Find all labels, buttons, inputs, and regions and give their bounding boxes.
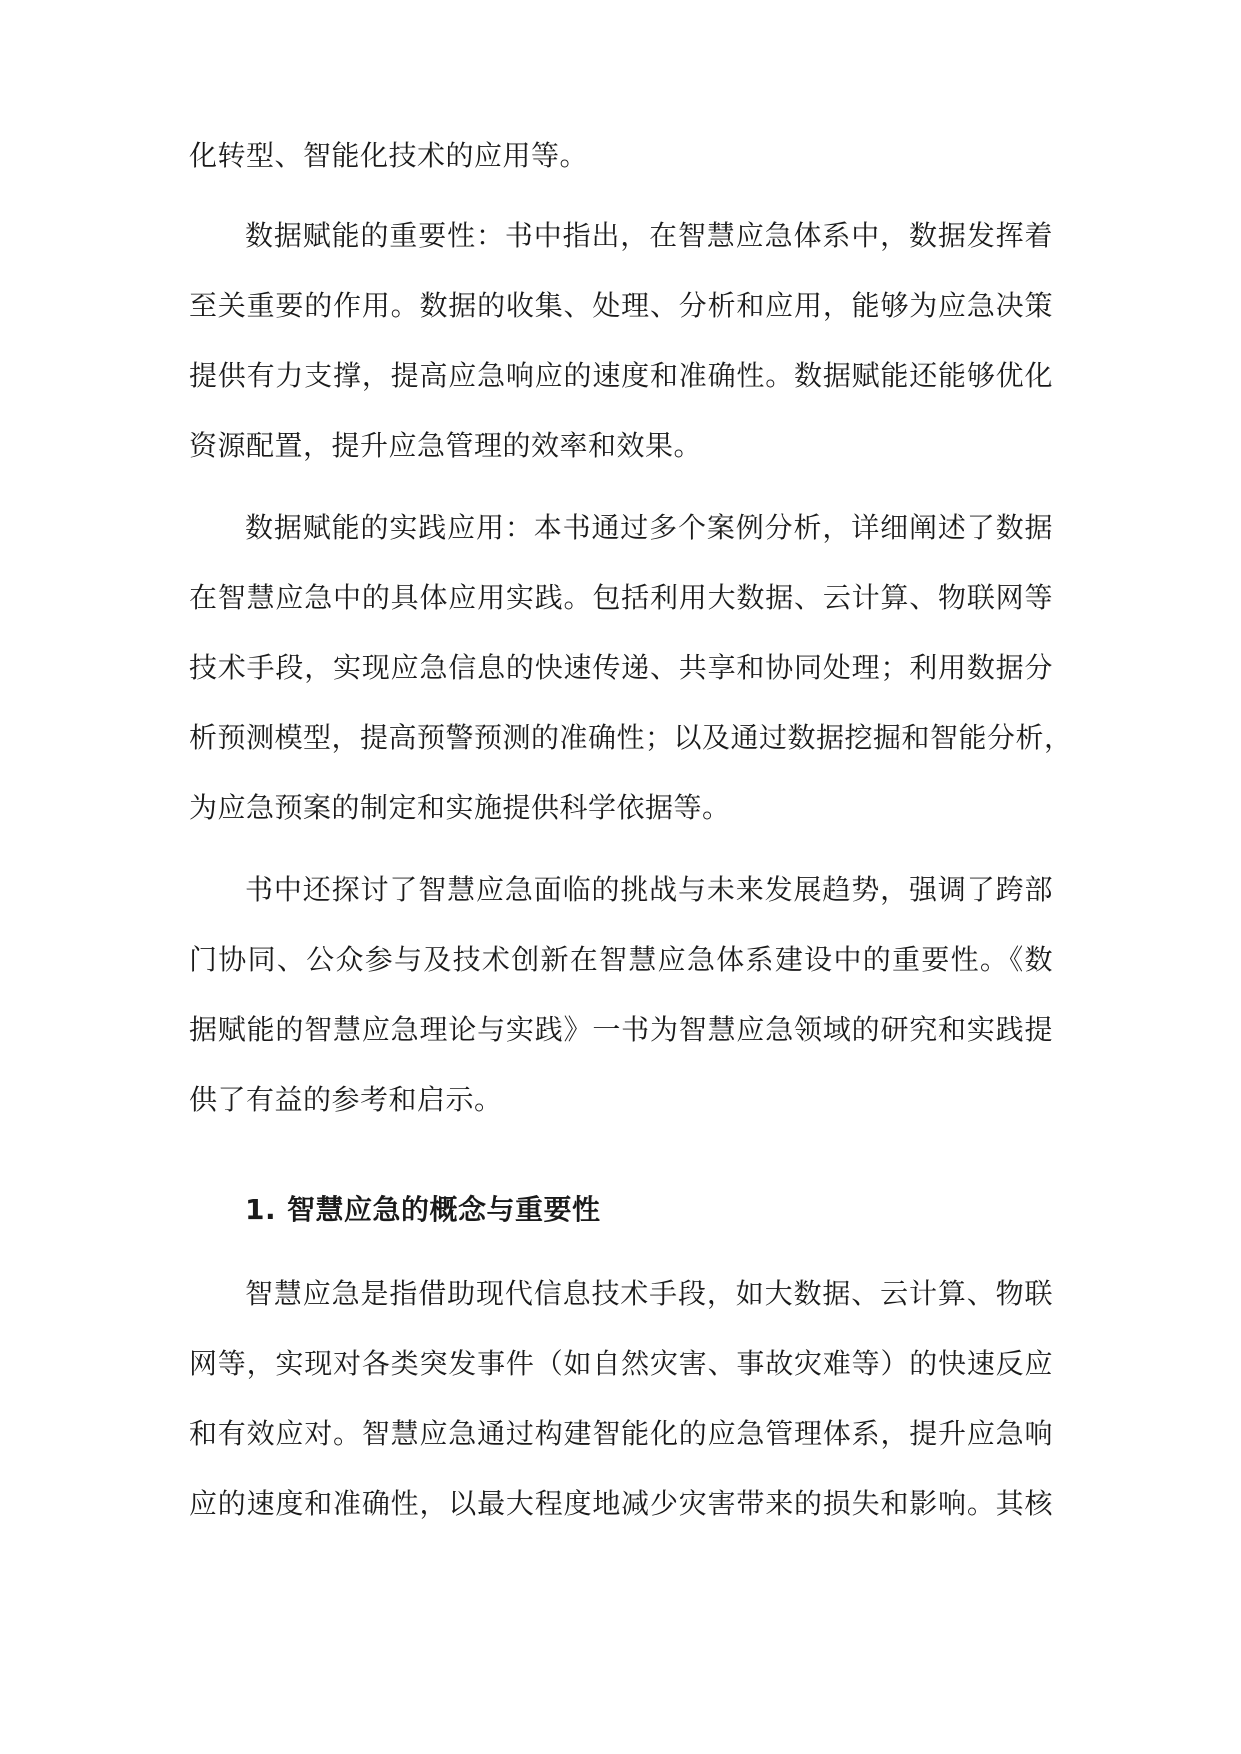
paragraph-data-importance-line: 至关重要的作用。数据的收集、处理、分析和应用，能够为应急决策 bbox=[189, 289, 1053, 322]
section-heading-number: 1. bbox=[245, 1193, 277, 1226]
paragraph-data-practice-line: 数据赋能的实践应用：本书通过多个案例分析，详细阐述了数据 bbox=[245, 511, 1053, 544]
section-heading-text: 智慧应急的概念与重要性 bbox=[287, 1193, 601, 1226]
paragraph-challenges-line: 据赋能的智慧应急理论与实践》一书为智慧应急领域的研究和实践提 bbox=[189, 1013, 1053, 1046]
section-heading bbox=[245, 1190, 601, 1230]
paragraph-data-practice-line: 为应急预案的制定和实施提供科学依据等。 bbox=[189, 791, 731, 824]
paragraph-challenges-line: 书中还探讨了智慧应急面临的挑战与未来发展趋势，强调了跨部 bbox=[245, 873, 1053, 906]
paragraph-concept-line: 网等，实现对各类突发事件（如自然灾害、事故灾难等）的快速反应 bbox=[189, 1347, 1053, 1380]
paragraph-data-practice-line: 技术手段，实现应急信息的快速传递、共享和协同处理；利用数据分 bbox=[189, 651, 1053, 684]
paragraph-continuation-line: 化转型、智能化技术的应用等。 bbox=[189, 139, 589, 172]
paragraph-concept-line: 智慧应急是指借助现代信息技术手段，如大数据、云计算、物联 bbox=[245, 1277, 1053, 1310]
paragraph-challenges-line: 门协同、公众参与及技术创新在智慧应急体系建设中的重要性。《数 bbox=[189, 943, 1053, 976]
paragraph-concept-line: 和有效应对。智慧应急通过构建智能化的应急管理体系，提升应急响 bbox=[189, 1417, 1053, 1450]
paragraph-challenges-line: 供了有益的参考和启示。 bbox=[189, 1083, 503, 1116]
paragraph-data-importance-line: 资源配置，提升应急管理的效率和效果。 bbox=[189, 429, 703, 462]
paragraph-data-practice-line: 在智慧应急中的具体应用实践。包括利用大数据、云计算、物联网等 bbox=[189, 581, 1053, 614]
paragraph-data-practice-line: 析预测模型，提高预警预测的准确性；以及通过数据挖掘和智能分析， bbox=[189, 721, 1073, 754]
paragraph-concept-line: 应的速度和准确性，以最大程度地减少灾害带来的损失和影响。其核 bbox=[189, 1487, 1053, 1520]
paragraph-data-importance-line: 提供有力支撑，提高应急响应的速度和准确性。数据赋能还能够优化 bbox=[189, 359, 1053, 392]
paragraph-data-importance-line: 数据赋能的重要性：书中指出，在智慧应急体系中，数据发挥着 bbox=[245, 219, 1053, 252]
